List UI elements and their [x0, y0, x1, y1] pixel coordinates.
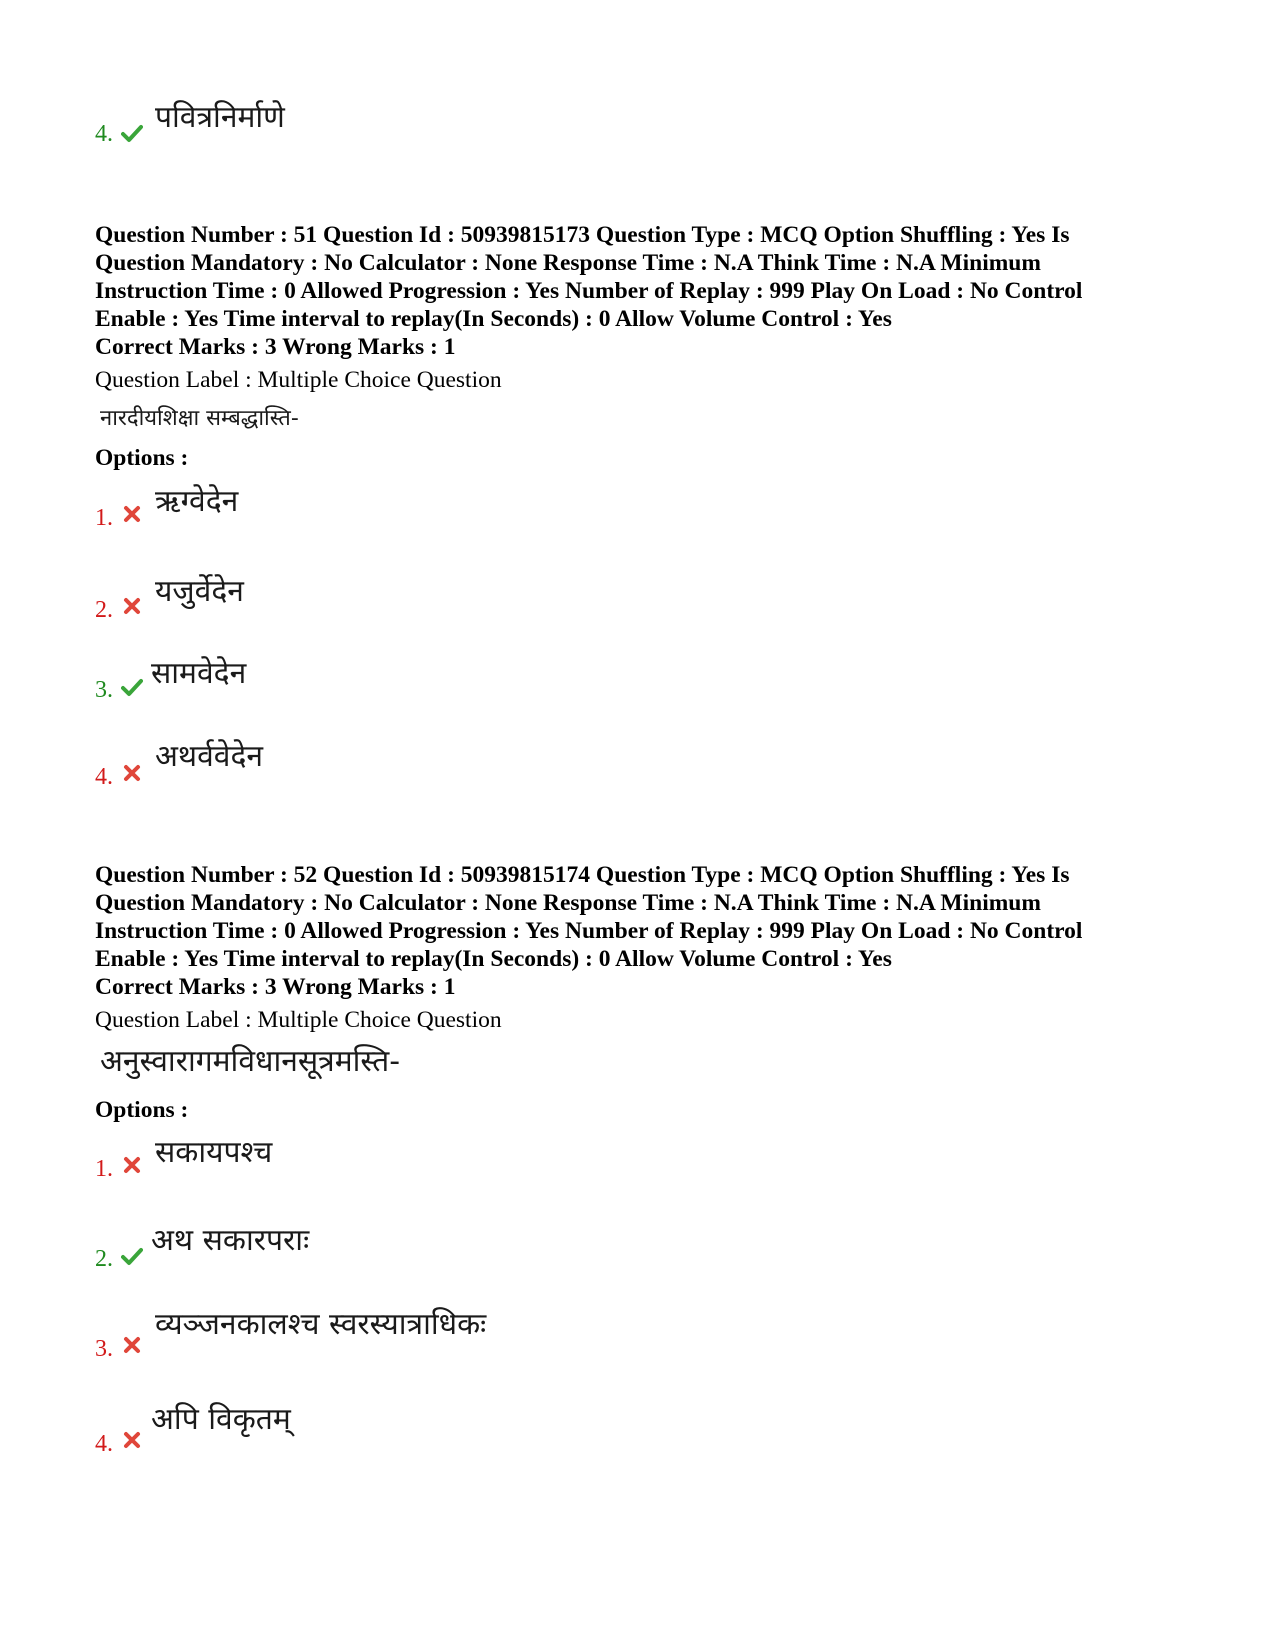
option-text: सामवेदेन [151, 656, 247, 691]
meta-line: Question Mandatory : No Calculator : None Response Time : N.A Think Time : N.A Minimum [95, 890, 1041, 916]
option-text: अथर्ववेदेन [155, 739, 264, 774]
option-text: अथ सकारपराः [151, 1223, 310, 1258]
cross-icon [121, 1154, 143, 1176]
option-number: 1. [95, 1156, 113, 1182]
meta-line: Question Number : 51 Question Id : 50939815173 Question Type : MCQ Option Shuffling : Yes Is [95, 222, 1070, 248]
meta-line: Question Number : 52 Question Id : 50939815174 Question Type : MCQ Option Shuffling : Yes Is [95, 862, 1070, 888]
option-number: 2. [95, 1246, 113, 1272]
question-meta [95, 861, 1185, 973]
meta-line: Instruction Time : 0 Allowed Progression : Yes Number of Replay : 999 Play On Load : No Control [95, 918, 1083, 944]
marks-info: Correct Marks : 3 Wrong Marks : 1 [95, 974, 456, 1000]
options-heading: Options : [95, 1097, 189, 1123]
option-number: 1. [95, 505, 113, 531]
option-text: अपि विकृतम् [151, 1402, 291, 1437]
question-label: Question Label : Multiple Choice Question [95, 1007, 502, 1033]
meta-line: Enable : Yes Time interval to replay(In Seconds) : 0 Allow Volume Control : Yes [95, 306, 892, 332]
check-icon [121, 1245, 143, 1267]
option-number: 3. [95, 677, 113, 703]
option-text: सकायपश्च [155, 1135, 273, 1170]
cross-icon [121, 762, 143, 784]
cross-icon [121, 503, 143, 525]
cross-icon [121, 595, 143, 617]
question-label: Question Label : Multiple Choice Question [95, 367, 502, 393]
cross-icon [121, 1334, 143, 1356]
marks-info: Correct Marks : 3 Wrong Marks : 1 [95, 334, 456, 360]
meta-line: Enable : Yes Time interval to replay(In Seconds) : 0 Allow Volume Control : Yes [95, 946, 892, 972]
option-number: 4. [95, 1431, 113, 1457]
check-icon [121, 676, 143, 698]
question-stem: अनुस्वारागमविधानसूत्रमस्ति- [100, 1044, 401, 1079]
option-text: यजुर्वेदेन [155, 574, 244, 609]
option-number: 3. [95, 1336, 113, 1362]
question-meta [95, 221, 1185, 333]
cross-icon [121, 1429, 143, 1451]
option-text: व्यञ्जनकालश्च स्वरस्यात्राधिकः [155, 1307, 487, 1342]
option-number: 4. [95, 764, 113, 790]
meta-line: Instruction Time : 0 Allowed Progression : Yes Number of Replay : 999 Play On Load : No Control [95, 278, 1083, 304]
option-text: ऋग्वेदेन [155, 484, 239, 519]
option-number: 4. [95, 121, 113, 147]
options-heading: Options : [95, 445, 189, 471]
option-text: पवित्रनिर्माणे [155, 100, 285, 135]
meta-line: Question Mandatory : No Calculator : None Response Time : N.A Think Time : N.A Minimum [95, 250, 1041, 276]
option-number: 2. [95, 597, 113, 623]
check-icon [121, 122, 143, 144]
question-stem: नारदीयशिक्षा सम्बद्धास्ति- [100, 406, 299, 431]
